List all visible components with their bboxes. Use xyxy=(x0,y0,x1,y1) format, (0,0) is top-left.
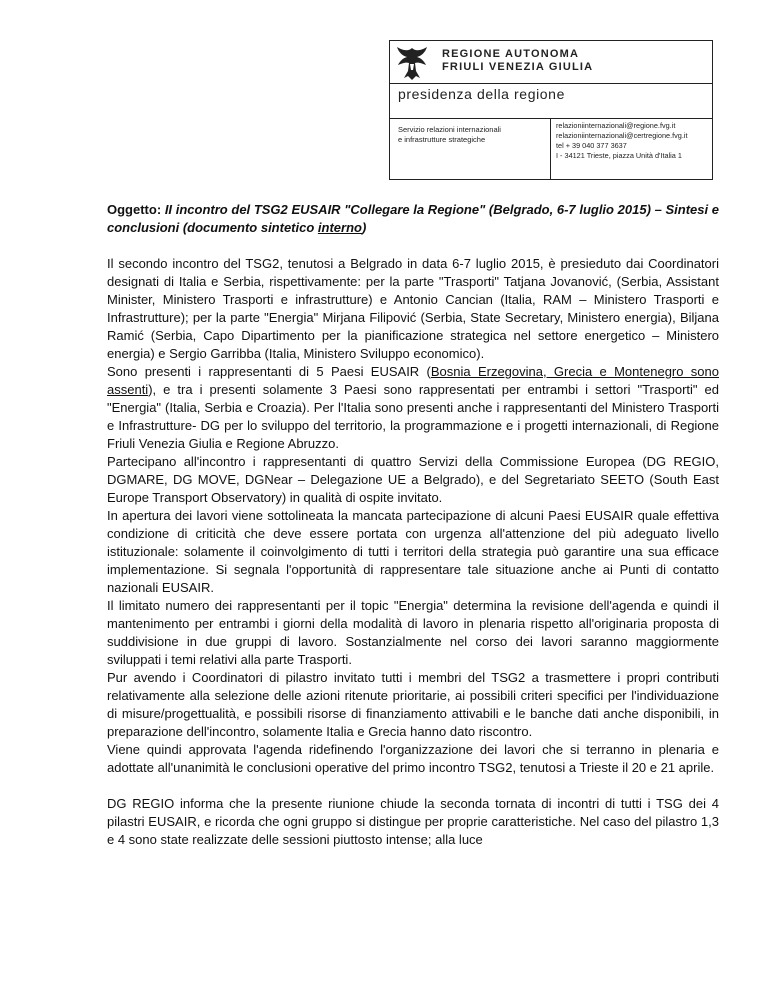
contact-email: relazioniinternazionali@regione.fvg.it xyxy=(556,121,676,130)
paragraph-text: Sono presenti i rappresentanti di 5 Paesi EUSAIR ( xyxy=(107,364,431,379)
paragraph-text: ), e tra i presenti solamente 3 Paesi sono rappresentati per entrambi i settori "Trasporti" ed "Energia" (Italia, Serbia e Croazia). Per l'Italia sono presenti anche i rappresentanti del Ministero Trasporti e Infrastrutture- DG per lo sviluppo del territorio, la programmazione e i progetti internazionali, di Regione Friuli Venezia Giulia e Regione Abruzzo. xyxy=(107,382,719,451)
paragraph xyxy=(107,363,719,453)
paragraph: Pur avendo i Coordinatori di pilastro invitato tutti i membri del TSG2 a trasmettere i propri contributi relativamente alla selezione delle azioni ritenute prioritarie, ai possibili criteri specifici per l'individuazione di misure/progettualità, e possibili risorse di finanziamento attivabili e le banche dati anche disponibili, in preparazione dell'incontro, solamente Italia e Grecia hanno dato riscontro. xyxy=(107,670,719,739)
paragraph: Partecipano all'incontro i rappresentanti di quattro Servizi della Commissione Europea (DG REGIO, DGMARE, DG MOVE, DGNear – Delegazione UE a Belgrado), e del Segretariato SEETO (South East Europe Transport Observatory) in qualità di ospite invitato. xyxy=(107,454,719,505)
paragraph-underlined: Bosnia Erzegovina, Grecia e Montenegro sono assenti xyxy=(107,364,719,397)
eagle-icon xyxy=(394,44,430,82)
paragraph: DG REGIO informa che la presente riunione chiude la seconda tornata di incontri di tutti i TSG dei 4 pilastri EUSAIR, e ricorda che ogni gruppo si distingue per proprie caratteristiche. Nel caso del pilastro 1,3 e 4 sono state realizzate delle sessioni piuttosto intense; alla luce xyxy=(107,796,719,847)
region-name xyxy=(442,48,593,74)
contact-pec-email: relazioniinternazionali@certregione.fvg.it xyxy=(556,131,688,140)
region-name-line2: FRIULI VENEZIA GIULIA xyxy=(442,61,594,73)
subject-line xyxy=(107,201,719,237)
letterhead-column-divider xyxy=(550,118,551,180)
paragraph: Il limitato numero dei rappresentanti per il topic "Energia" determina la revisione dell'agenda e quindi il mantenimento per entrambi i giorni della modalità di lavoro in plenaria rispetto all'originaria proposta di suddivisione in due gruppi di lavoro. Sostanzialmente nel corso dei lavori saranno maggiormente sviluppati i temi relativi alla parte Trasporti. xyxy=(107,598,719,667)
service-line2: e infrastrutture strategiche xyxy=(398,135,486,144)
service-name xyxy=(398,125,548,145)
presidency-title: presidenza della regione xyxy=(398,86,565,102)
paragraph: Viene quindi approvata l'agenda ridefinendo l'organizzazione dei lavori che si terranno in plenaria e adottate all'unanimità le conclusioni operative del primo incontro TSG2, tenutosi a Trieste il 20 e 21 aprile. xyxy=(107,742,719,775)
subject-underlined: interno xyxy=(317,220,362,235)
letterhead-header xyxy=(390,41,712,83)
letterhead-divider xyxy=(390,83,712,84)
document-body xyxy=(107,201,719,849)
contact-address: I - 34121 Trieste, piazza Unità d'Italia 1 xyxy=(556,151,682,160)
paragraph: In apertura dei lavori viene sottolineata la mancata partecipazione di alcuni Paesi EUSAIR quale effettiva condizione di criticità che deve essere portata con urgenza all'attenzione del più adeguato livello istituzionale: solamente il coinvolgimento di tutti i territori della strategia può garantire una sua efficace implementazione. Si segnala l'opportunità di rappresentare tale situazione anche ai Punti di contatto nazionali EUSAIR. xyxy=(107,508,719,595)
letterhead-divider xyxy=(390,118,712,119)
contact-phone: tel + 39 040 377 3637 xyxy=(556,141,627,150)
paragraph: Il secondo incontro del TSG2, tenutosi a Belgrado in data 6-7 luglio 2015, è presieduto dai Coordinatori designati di Italia e Serbia, rispettivamente: per la parte "Trasporti" Tatjana Jovanović, (Serbia, Assistant Minister, Ministero Trasporti e infrastrutture) e Antonio Cancian (Italia, RAM – Ministero Trasporti e Infrastrutture); per la parte "Energia" Mirjana Filipović (Serbia, State Secretary, Ministero energia), Biljana Ramić (Serbia, Capo Dipartimento per la pianificazione strategica nel settore energetico – Ministero energia) e Sergio Garribba (Italia, Ministero Sviluppo economico). xyxy=(107,256,719,361)
region-name-line1: REGIONE AUTONOMA xyxy=(442,48,580,60)
subject-title: II incontro del TSG2 EUSAIR "Collegare la Regione" (Belgrado, 6-7 luglio 2015) – Sintesi e conclusioni (documento sintetico xyxy=(107,202,719,235)
contact-block xyxy=(556,121,712,161)
letterhead xyxy=(389,40,713,180)
subject-end: ) xyxy=(361,220,367,235)
subject-label: Oggetto: xyxy=(107,202,162,217)
service-line1: Servizio relazioni internazionali xyxy=(398,125,501,134)
